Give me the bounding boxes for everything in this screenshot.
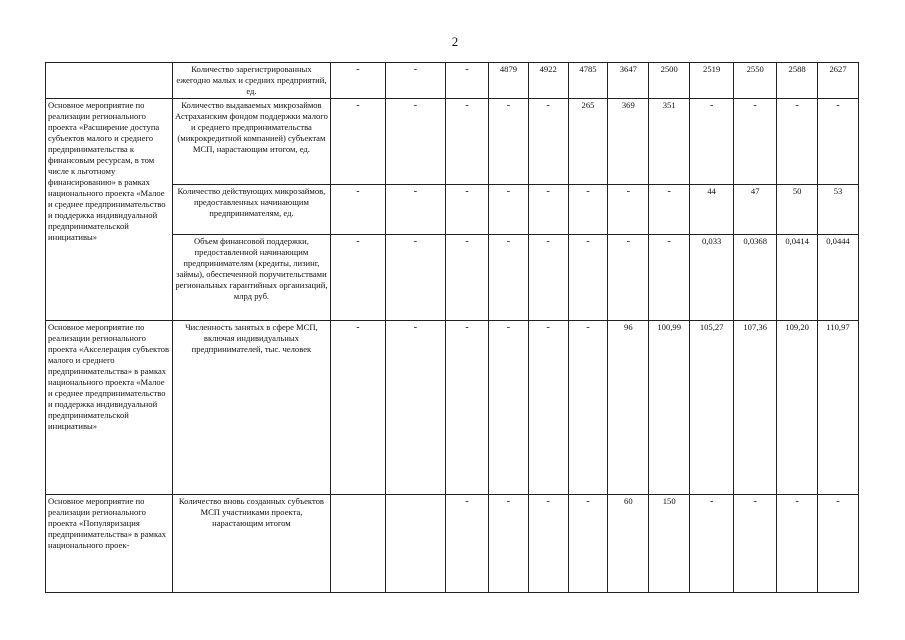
indicator-cell: Количество зарегистрированных ежегодно малых и средних предприятий, ед.: [172, 63, 330, 99]
value-cell: 0,0444: [818, 235, 859, 321]
value-cell: 44: [690, 185, 734, 235]
value-cell: -: [330, 63, 385, 99]
value-cell: -: [446, 63, 489, 99]
value-cell: -: [330, 321, 385, 495]
indicator-cell: Объем финансовой поддержки, предоставленной начинающим предпринимателям (кредиты, лизинг, займы), обеспеченной поручительствами региональных гарантийных организаций, млрд руб.: [172, 235, 330, 321]
value-cell: 4879: [489, 63, 529, 99]
value-cell: 351: [649, 99, 690, 185]
value-cell: -: [385, 99, 445, 185]
value-cell: 0,033: [690, 235, 734, 321]
value-cell: -: [528, 235, 568, 321]
value-cell: 0,0368: [734, 235, 777, 321]
value-cell: 0,0414: [777, 235, 818, 321]
value-cell: -: [608, 235, 649, 321]
value-cell: -: [608, 185, 649, 235]
table-row: [46, 99, 859, 185]
indicator-cell: Количество действующих микрозаймов, предоставленных начинающим предпринимателям, ед.: [172, 185, 330, 235]
value-cell: 4922: [528, 63, 568, 99]
value-cell: -: [489, 321, 529, 495]
indicator-cell: Численность занятых в сфере МСП, включая индивидуальных предпринимателей, тыс. человек: [172, 321, 330, 495]
activity-cell: Основное мероприятие по реализации регионального проекта «Акселерация субъектов малого и среднего предпринимательства» в рамках национального проекта «Малое и среднее предпринимательство и поддержка индивидуальной предпринимательской инициативы»: [46, 321, 173, 495]
value-cell: -: [330, 99, 385, 185]
value-cell: 369: [608, 99, 649, 185]
value-cell: -: [649, 235, 690, 321]
table-row: [46, 321, 859, 495]
value-cell: -: [385, 235, 445, 321]
value-cell: -: [446, 185, 489, 235]
value-cell: -: [330, 235, 385, 321]
value-cell: -: [489, 185, 529, 235]
page-number: 2: [451, 34, 459, 49]
value-cell: -: [385, 63, 445, 99]
value-cell: -: [568, 495, 608, 593]
table-row: [46, 63, 859, 99]
value-cell: -: [649, 185, 690, 235]
value-cell: 2500: [649, 63, 690, 99]
value-cell: 47: [734, 185, 777, 235]
value-cell: -: [777, 495, 818, 593]
value-cell: 53: [818, 185, 859, 235]
value-cell: -: [446, 495, 489, 593]
value-cell: 265: [568, 99, 608, 185]
activity-cell: Основное мероприятие по реализации регионального проекта «Популяризация предпринимательства» в рамках национального проек-: [46, 495, 173, 593]
value-cell: 3647: [608, 63, 649, 99]
value-cell: -: [385, 321, 445, 495]
value-cell: -: [528, 321, 568, 495]
indicator-cell: Количество вновь созданных субъектов МСП участниками проекта, нарастающим итогом: [172, 495, 330, 593]
value-cell: -: [385, 185, 445, 235]
value-cell: 109,20: [777, 321, 818, 495]
value-cell: -: [777, 99, 818, 185]
value-cell: -: [446, 99, 489, 185]
value-cell: 2519: [690, 63, 734, 99]
value-cell: 60: [608, 495, 649, 593]
value-cell: -: [818, 495, 859, 593]
indicator-cell: Количество выдаваемых микрозаймов Астраханским фондом поддержки малого и среднего предпринимательства (микрокредитной компанией) субъектам МСП, нарастающим итогом, ед.: [172, 99, 330, 185]
value-cell: [385, 495, 445, 593]
value-cell: 96: [608, 321, 649, 495]
value-cell: -: [734, 495, 777, 593]
value-cell: 2588: [777, 63, 818, 99]
value-cell: -: [528, 185, 568, 235]
value-cell: 4785: [568, 63, 608, 99]
value-cell: -: [446, 321, 489, 495]
value-cell: -: [528, 495, 568, 593]
value-cell: -: [690, 495, 734, 593]
value-cell: -: [489, 99, 529, 185]
value-cell: 50: [777, 185, 818, 235]
value-cell: -: [446, 235, 489, 321]
value-cell: 100,99: [649, 321, 690, 495]
value-cell: -: [568, 321, 608, 495]
value-cell: 110,97: [818, 321, 859, 495]
value-cell: -: [818, 99, 859, 185]
value-cell: -: [734, 99, 777, 185]
value-cell: -: [568, 235, 608, 321]
activity-cell: Основное мероприятие по реализации регионального проекта «Расширение доступа субъектов малого и среднего предпринимательства к финансовым ресурсам, в том числе к льготному финансированию» в рамках национального проекта «Малое и среднее предпринимательство и поддержка индивидуальной предпринимательской инициативы»: [46, 99, 173, 321]
value-cell: -: [489, 495, 529, 593]
value-cell: -: [489, 235, 529, 321]
value-cell: -: [568, 185, 608, 235]
indicators-table: [45, 62, 859, 593]
value-cell: -: [330, 185, 385, 235]
value-cell: -: [528, 99, 568, 185]
value-cell: 2627: [818, 63, 859, 99]
value-cell: 2550: [734, 63, 777, 99]
value-cell: -: [690, 99, 734, 185]
value-cell: [330, 495, 385, 593]
value-cell: 107,36: [734, 321, 777, 495]
value-cell: 105,27: [690, 321, 734, 495]
value-cell: 150: [649, 495, 690, 593]
activity-cell: [46, 63, 173, 99]
table-row: [46, 495, 859, 593]
